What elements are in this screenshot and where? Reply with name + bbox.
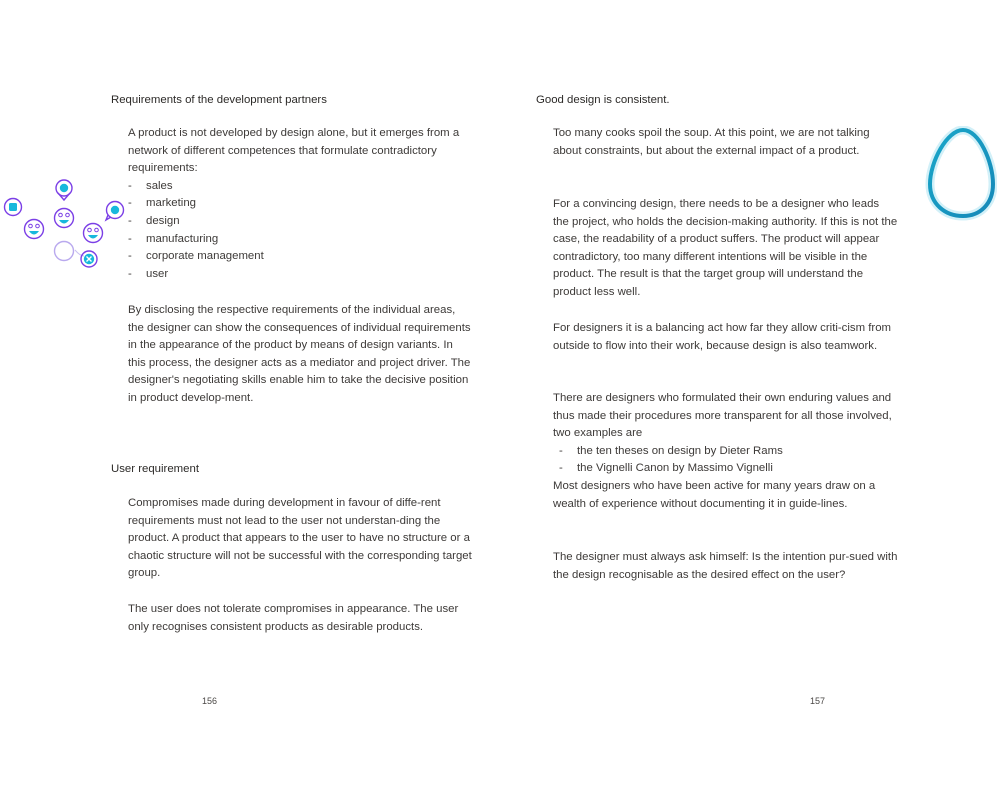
list-item: - manufacturing [128,232,219,245]
list-item: - marketing [128,197,197,210]
location-pin-icon [56,180,72,200]
chat-bubble-icon [5,199,22,216]
list-item: - corporate management [128,250,264,263]
paragraph: For a convincing design, there needs to be a designer who leads the project, who holds the decision-making authority. If this is not the case, the readability of a product suffers. The product will appear contradictory, too many different intentions will be visible in the product. The result is that the target group will understand the product less well. [553,198,898,298]
empty-circle-icon [55,242,74,261]
list-item: - the ten theses on design by Dieter Rams [559,444,783,457]
paragraph: The designer must always ask himself: Is the intention pur-sued with the design recognisable as the desired effect on the user? [553,551,898,581]
section-heading: Requirements of the development partners [111,94,327,106]
list-item: - sales [128,179,173,192]
paragraph: For designers it is a balancing act how far they allow criti-cism from outside to flow into their work, because design is also teamwork. [553,322,892,352]
paragraph: A product is not developed by design alone, but it emerges from a network of different competences that formulate contradictory requirements: [128,127,460,175]
close-icon [81,251,97,267]
message-icon [106,202,124,221]
right-page [500,0,1000,800]
requirements-list [128,178,473,284]
stakeholder-network-icon [0,178,130,273]
egg-outline-icon [925,126,997,222]
smiley-icon [25,220,44,239]
examples-list [553,443,898,478]
paragraph: There are designers who formulated their own enduring values and thus made their procedures more transparent for all those involved, two examples are [553,392,892,440]
section-body [128,125,473,283]
section-heading: User requirement [111,463,199,475]
paragraph: Most designers who have been active for many years draw on a wealth of experience without documenting it in guide-lines. [553,479,876,510]
paragraph: Compromises made during development in favour of diffe-rent requirements must not lead to the user not understan-ding the product. A product that appears to the user to have no structure or a chaotic structure will not be successful with the corresponding target group. [128,497,472,580]
list-item: - the Vignelli Canon by Massimo Vignelli [559,462,773,475]
list-item: - user [128,267,169,280]
paragraph: By disclosing the respective requirements of the individual areas, the designer can show the consequences of individual requirements in the appearance of the product by means of design variants. In this process, the designer acts as a mediator and project driver. The designer's negotiating skills enable him to take the decisive position in product develop-ment. [128,304,471,404]
paragraph: Too many cooks spoil the soup. At this point, we are not talking about constraints, but about the external impact of a product. [553,127,870,157]
section-body [553,390,898,513]
page-number: 157 [810,696,826,706]
smiley-icon [84,224,103,243]
page-number: 156 [202,696,218,706]
smiley-icon [55,209,74,228]
section-heading: Good design is consistent. [536,94,670,106]
paragraph: The user does not tolerate compromises in appearance. The user only recognises consistent products as desirable products. [128,603,459,633]
list-item: - design [128,214,180,227]
